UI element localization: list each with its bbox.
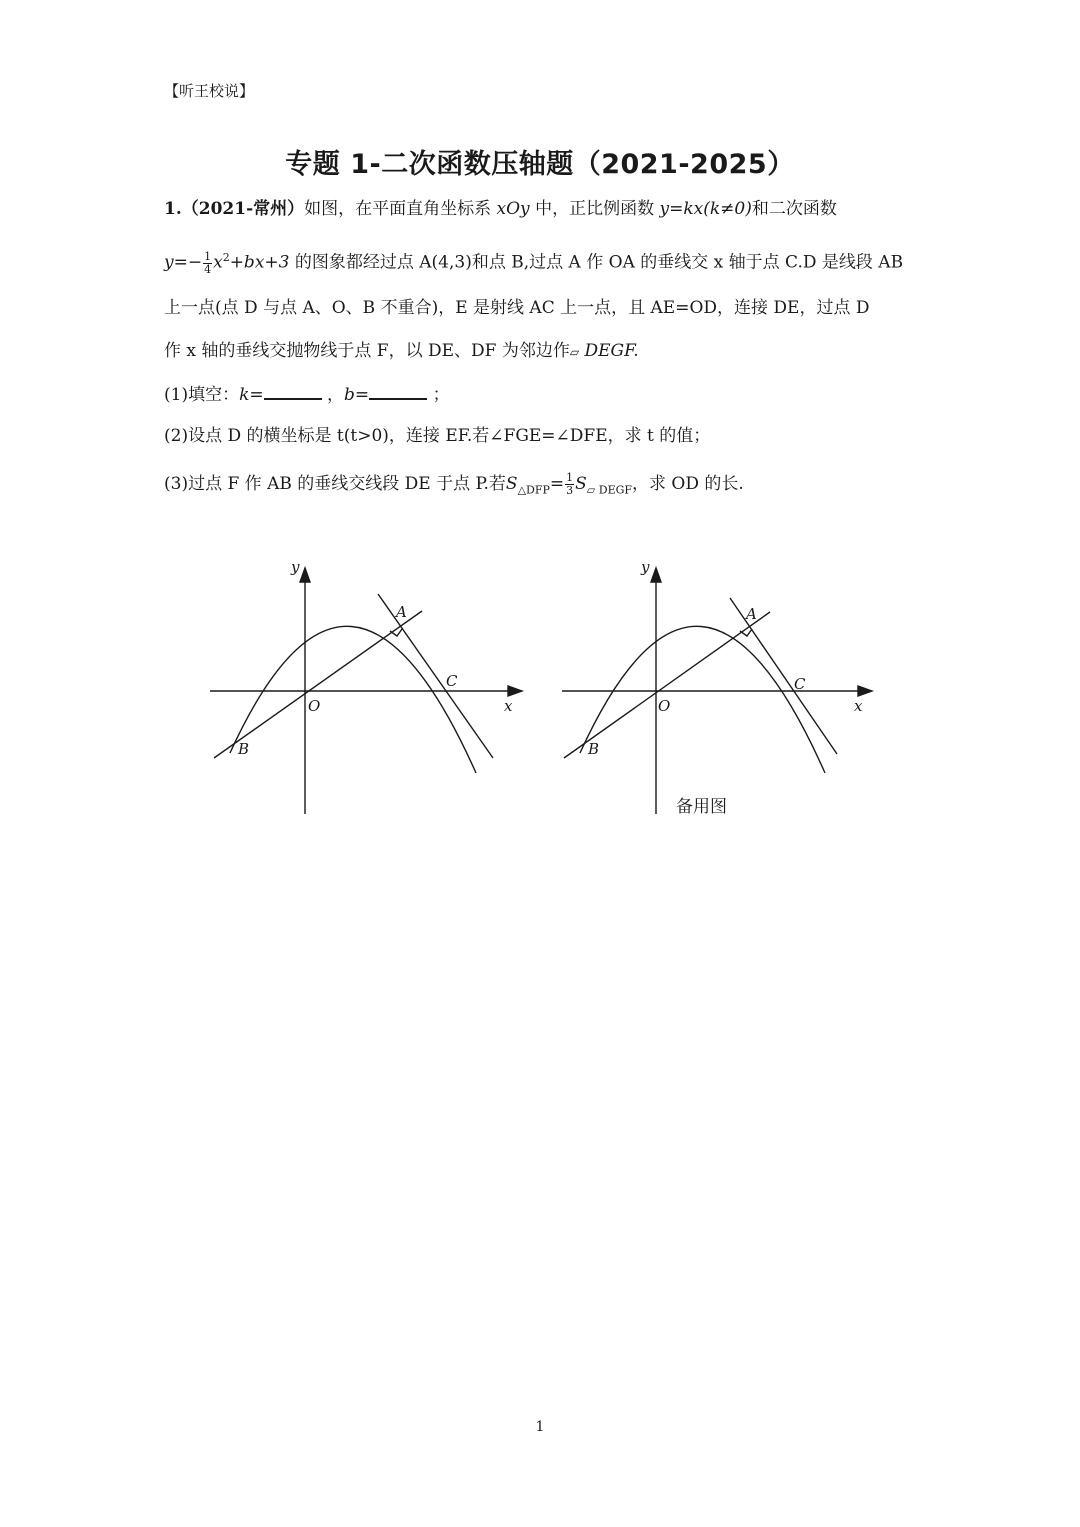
parabola-curve — [580, 626, 825, 773]
quadratic-rest: +bx+3 — [229, 252, 290, 273]
x-axis-label: x — [854, 697, 863, 715]
problem-line-2 — [164, 246, 903, 276]
y-axis-arrow — [651, 568, 661, 582]
equals: = — [549, 474, 565, 494]
x-axis-arrow — [508, 686, 522, 696]
point-a-label: A — [746, 605, 757, 623]
origin-label: O — [308, 697, 321, 715]
y-axis-label: y — [291, 558, 300, 576]
problem-text: 如图，在平面直角坐标系 — [304, 199, 497, 219]
problem-line-1 — [164, 197, 837, 221]
header-tag: 【听王校说】 — [164, 82, 255, 100]
y-axis-arrow — [300, 568, 310, 582]
b-label: b= — [344, 385, 370, 405]
separator: ， — [327, 385, 345, 405]
fraction — [203, 251, 212, 276]
problem-text: 的图象都经过点 A(4,3)和点 B,过点 A 作 OA 的垂线交 x 轴于点 C.D 是线段 AB — [289, 252, 904, 273]
question-1 — [164, 382, 450, 407]
answer-blank-b[interactable] — [369, 382, 427, 400]
point-b-label: B — [238, 740, 250, 758]
fraction-numerator: 1 — [204, 249, 212, 263]
problem-source: （2021-常州） — [181, 199, 305, 219]
area-s1-sub: △DFP — [517, 483, 550, 497]
line-ob — [214, 611, 422, 758]
problem-line-4 — [164, 339, 639, 364]
problem-text: 作 x 轴的垂线交抛物线于点 F，以 DE、DF 为邻边作 — [164, 341, 570, 361]
k-label: k= — [239, 385, 264, 405]
problem-line-3: 上一点(点 D 与点 A、O、B 不重合)，E 是射线 AC 上一点，且 AE=OD，连接 DE，过点 D — [164, 298, 870, 318]
coord-system: xOy — [496, 199, 530, 219]
fraction-denominator: 4 — [204, 262, 212, 276]
quadratic-y: y=− — [164, 252, 203, 273]
right-angle-mark — [740, 629, 752, 636]
origin-label: O — [658, 697, 671, 715]
fraction-denominator: 3 — [566, 484, 574, 497]
fraction — [565, 472, 574, 497]
backup-figure-label: 备用图 — [676, 797, 727, 817]
problem-number: 1. — [164, 199, 182, 219]
exponent: 2 — [222, 251, 230, 264]
figure-backup — [552, 550, 892, 820]
parallelogram-name: DEGF. — [579, 341, 639, 361]
question-text: (3)过点 F 作 AB 的垂线交线段 DE 于点 P.若 — [164, 474, 506, 494]
answer-blank-k[interactable] — [264, 382, 322, 400]
x-axis-arrow — [858, 686, 872, 696]
page-number: 1 — [535, 1419, 545, 1435]
y-axis-label: y — [641, 558, 650, 576]
point-c-label: C — [446, 672, 458, 690]
page-title: 专题 1-二次函数压轴题（2021-2025） — [285, 149, 795, 180]
x-axis-label: x — [504, 697, 513, 715]
area-s2-sub: ▱ DEGF — [586, 483, 633, 497]
point-b-label: B — [588, 740, 600, 758]
problem-text: 和二次函数 — [751, 199, 837, 219]
problem-text: 中，正比例函数 — [529, 199, 660, 219]
linear-function: y=kx(k≠0) — [659, 199, 752, 219]
fraction-numerator: 1 — [566, 471, 574, 484]
area-s1: S — [505, 474, 518, 494]
parabola-curve — [230, 626, 476, 773]
quadratic-x: x — [213, 252, 223, 273]
terminator: ； — [432, 385, 450, 405]
point-a-label: A — [396, 603, 407, 621]
question-label: (1)填空： — [164, 385, 240, 405]
parallelogram-symbol: ▱ — [569, 345, 580, 359]
question-2: (2)设点 D 的横坐标是 t(t>0)，连接 EF.若∠FGE=∠DFE，求 t 的值； — [164, 426, 711, 446]
figure-main — [200, 550, 540, 820]
question-text: ，求 OD 的长. — [632, 474, 744, 494]
area-s2: S — [575, 474, 587, 494]
question-3 — [164, 472, 744, 502]
point-c-label: C — [794, 675, 806, 693]
